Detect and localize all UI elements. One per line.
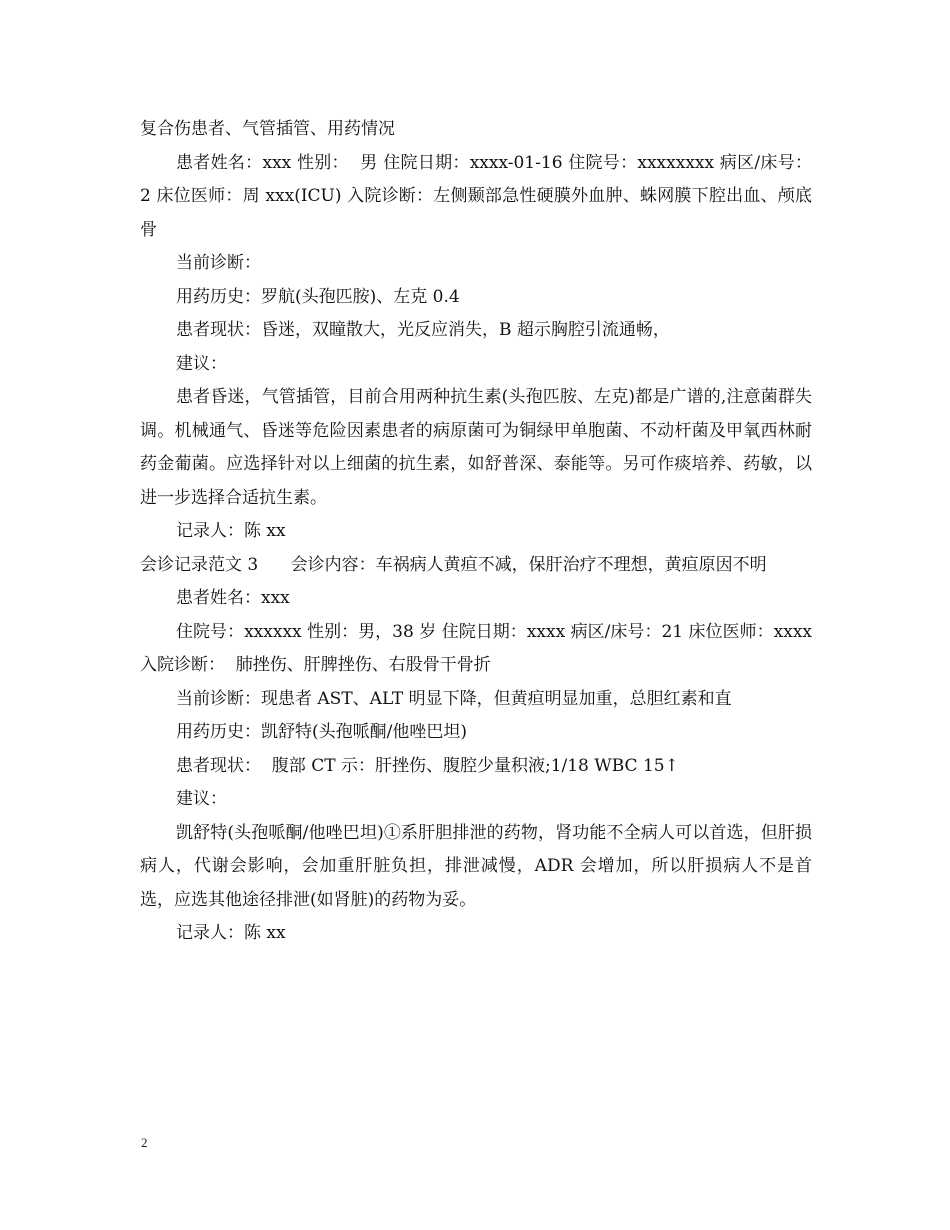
page-number: 2 xyxy=(141,1135,148,1150)
suggestion-paragraph: 患者昏迷，气管插管，目前合用两种抗生素(头孢匹胺、左克)都是广谱的,注意菌群失调。机械通气、昏迷等危险因素患者的病原菌可为铜绿甲单胞菌、不动杆菌及甲氧西林耐药金葡菌。应选择针对以上细菌的抗生素，如舒普深、泰能等。另可作痰培养、药敏，以进一步选择合适抗生素。 xyxy=(140,387,812,508)
patient-status-line: 患者现状：昏迷，双瞳散大，光反应消失，B 超示胸腔引流通畅， xyxy=(176,320,670,340)
document-body xyxy=(140,113,818,951)
section-title-line: 复合伤患者、气管插管、用药情况 xyxy=(140,119,395,139)
suggestion-heading: 建议： xyxy=(176,353,227,374)
medication-history-line: 用药历史：凯舒特(头孢哌酮/他唑巴坦) xyxy=(176,722,467,742)
patient-info-paragraph: 患者姓名：xxx 性别： 男 住院日期：xxxx-01-16 住院号：xxxxxxxx 病区/床号：2 床位医师：周 xxx(ICU) 入院诊断：左侧颞部急性硬膜外血肿、蛛网膜下腔出血、颅底骨 xyxy=(140,152,812,240)
admission-info-paragraph: 住院号：xxxxxx 性别：男，38 岁 住院日期：xxxx 病区/床号：21 床位医师：xxxx 入院诊断： 肺挫伤、肝脾挫伤、右股骨干骨折 xyxy=(140,621,818,675)
patient-name-line: 患者姓名：xxx xyxy=(176,588,290,608)
patient-status-line: 患者现状： 腹部 CT 示：肝挫伤、腹腔少量积液;1/18 WBC 15↑ xyxy=(176,755,679,776)
consultation-sample-heading: 会诊记录范文 3 会诊内容：车祸病人黄疸不减，保肝治疗不理想，黄疸原因不明 xyxy=(140,554,767,575)
suggestion-heading: 建议： xyxy=(176,789,227,809)
current-diagnosis-line: 当前诊断： xyxy=(176,253,261,273)
current-diagnosis-line: 当前诊断：现患者 AST、ALT 明显下降，但黄疸明显加重，总胆红素和直 xyxy=(176,688,732,709)
recorder-line: 记录人：陈 xx xyxy=(176,923,286,943)
suggestion-paragraph: 凯舒特(头孢哌酮/他唑巴坦)①系肝胆排泄的药物，肾功能不全病人可以首选，但肝损病人，代谢会影响，会加重肝脏负担，排泄减慢，ADR 会增加，所以肝损病人不是首选，应选其他途径排泄(如肾脏)的药物为妥。 xyxy=(140,822,812,910)
recorder-line: 记录人：陈 xx xyxy=(176,521,286,541)
medication-history-line: 用药历史：罗航(头孢匹胺)、左克 0.4 xyxy=(176,286,460,307)
